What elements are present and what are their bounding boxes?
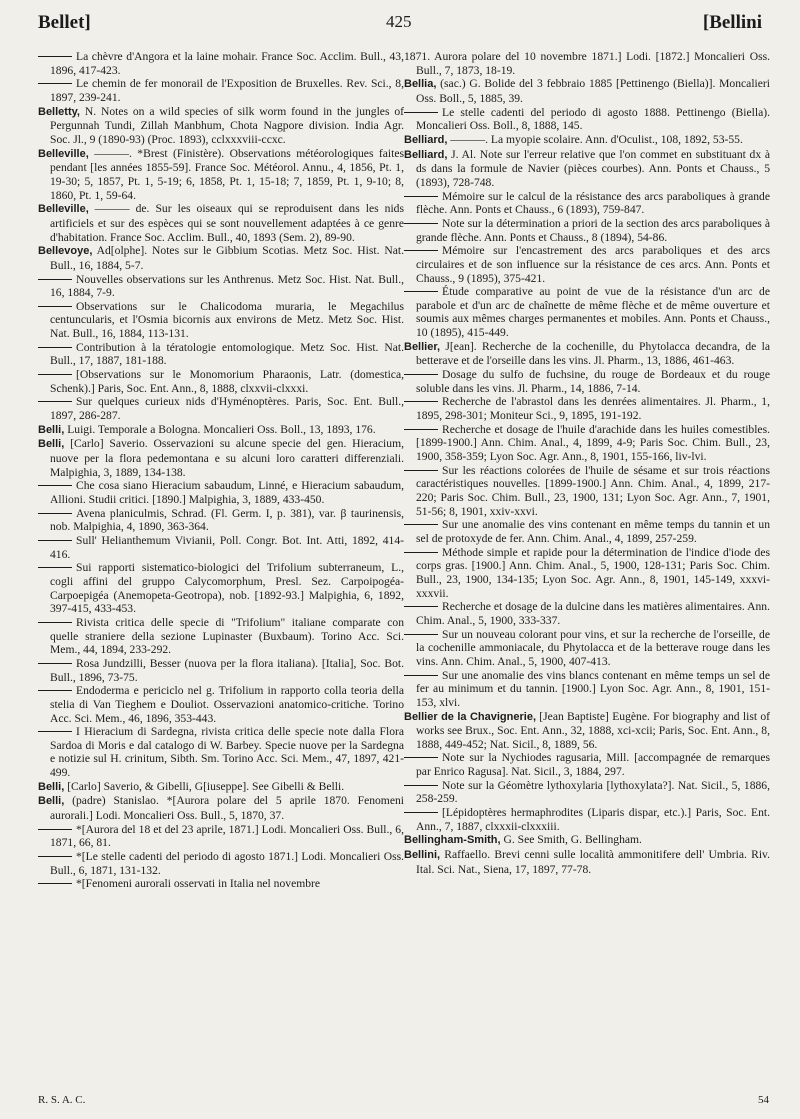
- entry-text: Rivista critica delle specie di "Trifolium" italiane comparate con quelle straniere della sezione Lupinaster (Buxbaum). Torino Acc. Sci. Mem., 44, 1894, 233-292.: [50, 615, 404, 657]
- bibliography-entry: [38, 77, 404, 104]
- entry-author: Bellini,: [404, 849, 441, 862]
- ditto-dash: [38, 622, 72, 623]
- ditto-dash: [404, 785, 438, 786]
- entry-author: Bellevoye,: [38, 245, 93, 258]
- bibliography-entry: [38, 684, 404, 725]
- bibliography-entry: [404, 190, 770, 217]
- bibliography-entry: [38, 534, 404, 561]
- entry-text: Note sur la Géomètre lythoxylaria [lythoxylata?]. Nat. Sicil., 5, 1886, 258-259.: [416, 778, 770, 806]
- bibliography-entry: [38, 341, 404, 368]
- ditto-dash: [38, 567, 72, 568]
- entry-author: Belleville,: [38, 147, 89, 160]
- entry-text: Le stelle cadenti del periodo di agosto 1888. Pettinengo (Biella). Moncalieri Oss. Boll., 8, 1888, 145.: [416, 105, 770, 133]
- bibliography-entry: [404, 50, 770, 77]
- entry-text: Recherche et dosage de l'huile d'arachide dans les huiles comestibles. [1899-1900.] Ann. Chim. Anal., 4, 1899, 4-9; Paris Soc. Chim. Bull., 23, 1900, 358-359; Lyon Soc. Agr. Ann., 8, 1901, 155-166, liv-lvi.: [416, 422, 770, 464]
- bibliography-entry: [404, 600, 770, 627]
- entry-text: Observations sur le Chalicodoma muraria, le Megachilus centuncularis, et l'Osmia bicornis aux environs de Metz. Metz Soc. Hist. Nat. Bull., 16, 1884, 113-131.: [50, 299, 404, 341]
- entry-author: Belleville,: [38, 203, 89, 216]
- bibliography-entry: [38, 725, 404, 780]
- entry-text: Dosage du sulfo de fuchsine, du rouge de Bordeaux et du rouge soluble dans les vins. Jl. Pharm., 14, 1886, 7-14.: [416, 368, 770, 395]
- entry-text: (padre) Stanislao. *[Aurora polare del 5 aprile 1870. Fenomeni aurorali.] Lodi. Moncalieri Oss. Bull., 5, 1870, 37.: [50, 794, 404, 823]
- ditto-dash: [404, 429, 438, 430]
- entry-text: I Hieracium di Sardegna, rivista critica delle specie note dalla Flora Sardoa di Moris e dal catalogo di W. Barbey. Specie nuove per la Sardegna e notizie sul H. crinitum, Sibth. Sm. Torino Acc. Sci. Mem., 47, 1897, 421-499.: [50, 725, 404, 780]
- ditto-dash: [38, 513, 72, 514]
- ditto-dash: [404, 552, 438, 553]
- ditto-dash: [404, 401, 438, 402]
- ditto-dash: [38, 663, 72, 664]
- entry-text: Sull' Helianthemum Vivianii, Poll. Congr. Bot. Int. Atti, 1892, 414-416.: [50, 533, 404, 561]
- ditto-dash: [404, 524, 438, 525]
- entry-author: Belli,: [38, 438, 65, 451]
- entry-author: Bellier,: [404, 340, 441, 353]
- bibliography-entry: [38, 823, 404, 850]
- entry-text: Avena planiculmis, Schrad. (Fl. Germ. I, p. 381), var. β taurinensis, nob. Malpighia, 4, 1890, 363-364.: [50, 506, 404, 534]
- bibliography-entry: [404, 806, 770, 833]
- bibliography-entry: [404, 133, 770, 148]
- entry-text: Raffaello. Brevi cenni sulle località ammonitifere dell' Umbria. Riv. Ital. Sci. Nat., Siena, 17, 1897, 77-78.: [416, 848, 770, 876]
- bibliography-entry: [404, 340, 770, 368]
- ditto-dash: [404, 634, 438, 635]
- ditto-dash: [38, 401, 72, 402]
- bibliography-entry: [404, 77, 770, 105]
- bibliography-entry: [38, 479, 404, 506]
- ditto-dash: [404, 223, 438, 224]
- ditto-dash: [404, 196, 438, 197]
- entry-author: Bellingham-Smith,: [404, 834, 501, 847]
- ditto-dash: [404, 606, 438, 607]
- entry-text: Endoderma e periciclo nel g. Trifolium in rapporto colla teoria della stelia di Van Tieghem e Douliot. Osservazioni anatomico-critiche. Torino Acc. Sci. Mem., 46, 1896, 353-443.: [50, 684, 404, 725]
- ditto-dash: [38, 540, 72, 541]
- entry-text: (sac.) G. Bolide del 3 febbraio 1885 [Pettinengo (Biella)]. Moncalieri Oss. Boll., 5, 1885, 39.: [416, 77, 770, 105]
- entry-author: Belli,: [38, 423, 65, 436]
- bibliography-entry: [38, 244, 404, 272]
- entry-text: [Carlo] Saverio, & Gibelli, G[iuseppe]. See Gibelli & Belli.: [64, 779, 345, 793]
- bibliography-entry: [38, 561, 404, 616]
- bibliography-entry: [38, 368, 404, 395]
- ditto-dash: [38, 883, 72, 884]
- bibliography-entry: [38, 794, 404, 822]
- entry-text: 1871. Aurora polare del 10 novembre 1871.] Lodi. [1872.] Moncalieri Oss. Bull., 7, 1873, 18-19.: [404, 50, 770, 77]
- entry-text: *[Le stelle cadenti del periodo di agosto 1871.] Lodi. Moncalieri Oss. Bull., 6, 1871, 131-132.: [50, 850, 404, 877]
- entry-text: Recherche et dosage de la dulcine dans les matières alimentaires. Ann. Chim. Anal., 5, 1900, 333-337.: [416, 600, 770, 627]
- entry-text: N. Notes on a wild species of silk worm found in the jungles of Pergunnah Tundi, Zillah Manbhum, Chota Nagpore division. India Agr. Soc. Jl., 9 (1890-93) (Proc. 1893), cclxxxviii-ccxc.: [50, 104, 404, 146]
- bibliography-entry: [38, 300, 404, 341]
- entry-text: Ad[olphe]. Notes sur le Gibbium Scotias. Metz Soc. Hist. Nat. Bull., 16, 1884, 5-7.: [50, 244, 404, 272]
- entry-author: Belliard,: [404, 148, 448, 161]
- entry-text: [Observations sur le Monomorium Pharaonis, Latr. (domestica, Schenk).] Paris, Soc. Ent. Ann., 8, 1888, clxxvii-clxxxi.: [50, 368, 404, 395]
- entry-text: [Carlo] Saverio. Osservazioni su alcune specie del gen. Hieracium, nuove per la flora pedemontana e su alcuni loro caratteri differenziali. Malpighia, 3, 1889, 134-138.: [50, 437, 404, 479]
- bibliography-entry: [404, 423, 770, 464]
- entry-text: Note sur la détermination a priori de la section des arcs paraboliques à grande flèche. Ann. Ponts et Chauss., 8 (1894), 54-86.: [416, 216, 770, 244]
- bibliography-entry: [38, 780, 404, 795]
- entry-text: Mémoire sur l'encastrement des arcs paraboliques et des arcs circulaires et de son influence sur la résistance de ces arcs. Ann. Ponts et Chauss., 9 (1895), 375-421.: [416, 244, 770, 285]
- entry-author: Belli,: [38, 795, 65, 808]
- entry-text: *[Aurora del 18 et del 23 aprile, 1871.] Lodi. Moncalieri Oss. Bull., 6, 1871, 66, 81.: [50, 822, 404, 850]
- bibliography-entry: [404, 244, 770, 285]
- footer-left: R. S. A. C.: [38, 1094, 86, 1106]
- ditto-dash: [38, 829, 72, 830]
- bibliography-entry: [404, 395, 770, 422]
- entry-author: Belliard,: [404, 133, 448, 146]
- bibliography-entry: [404, 669, 770, 710]
- entry-text: [Jean Baptiste] Eugène. For biography and list of works see Brux., Soc. Ent. Ann., 32, 1888, xci-xcii; Paris, Soc. Ent. Ann., 8, 1888, 449-452; Nat. Sicil., 8, 1889, 56.: [416, 709, 770, 751]
- ditto-dash: [404, 757, 438, 758]
- bibliography-entry: [404, 148, 770, 190]
- bibliography-entry: [38, 877, 404, 891]
- entry-text: Étude comparative au point de vue de la résistance d'un arc de parabole et d'un arc de chaînette de même flèche et de même ouverture et soumis aux mêmes charges permanentes et mobiles. Ann. Ponts et Chauss., 10 (1895), 415-449.: [416, 285, 770, 340]
- entry-text: G. See Smith, G. Bellingham.: [500, 833, 642, 847]
- entry-text: Sui rapporti sistematico-biologici del Trifolium subterraneum, L., cogli affini del gruppo Calycomorphum, Presl. Sez. Carpoipogéa-Carpoepigéa (Anemopeta-Geotropa), nob. [1892-93.] Malpighia, 6, 1892, 397-415, 433-453.: [50, 561, 404, 616]
- entry-text: Nouvelles observations sur les Anthrenus. Metz Soc. Hist. Nat. Bull., 16, 1884, 7-9.: [50, 272, 404, 300]
- bibliography-entry: [404, 779, 770, 806]
- entry-text: ———. La myopie scolaire. Ann. d'Oculist., 108, 1892, 53-55.: [447, 132, 743, 146]
- ditto-dash: [404, 812, 438, 813]
- bibliography-entry: [38, 395, 404, 422]
- entry-text: Sur quelques curieux nids d'Hyménoptères. Paris, Soc. Ent. Bull., 1897, 286-287.: [50, 395, 404, 423]
- entry-text: Méthode simple et rapide pour la détermination de l'indice d'iode des corps gras. [1900.] Ann. Chim. Anal., 5, 1900, 128-131; Paris Soc. Chim. Bull., 23, 1900, 134-135; Lyon Soc. Agr. Ann., 8, 1901, 145-149, xxxvi-xxxvii.: [416, 545, 770, 600]
- bibliography-entry: [38, 50, 404, 77]
- ditto-dash: [38, 56, 72, 57]
- ditto-dash: [38, 374, 72, 375]
- entry-text: *[Fenomeni aurorali osservati in Italia nel novembre: [76, 877, 321, 891]
- bibliography-entry: [38, 437, 404, 479]
- bibliography-entry: [404, 368, 770, 395]
- entry-text: Mémoire sur le calcul de la résistance des arcs paraboliques à grande flèche. Ann. Ponts et Chauss., 6 (1893), 759-847.: [416, 189, 770, 217]
- ditto-dash: [38, 83, 72, 84]
- bibliography-entry: [38, 147, 404, 203]
- bibliography-entry: [38, 105, 404, 147]
- bibliography-entry: [404, 710, 770, 752]
- entry-text: Rosa Jundzilli, Besser (nuova per la flora italiana). [Italia], Soc. Bot. Bull., 1896, 73-75.: [50, 656, 404, 684]
- bibliography-entry: [404, 751, 770, 778]
- bibliography-entry: [404, 106, 770, 133]
- ditto-dash: [404, 291, 438, 292]
- entry-text: La chèvre d'Angora et la laine mohair. France Soc. Acclim. Bull., 43, 1896, 417-423.: [50, 50, 404, 77]
- bibliography-entry: [404, 285, 770, 340]
- bibliography-entry: [404, 518, 770, 545]
- entry-text: Le chemin de fer monorail de l'Exposition de Bruxelles. Rev. Sci., 8, 1897, 239-241.: [50, 77, 404, 104]
- entry-text: J[ean]. Recherche de la cochenille, du Phytolacca decandra, de la betterave et de l'orseille dans les vins. Jl. Pharm., 13, 1886, 461-463.: [416, 339, 770, 368]
- entry-author: Belletty,: [38, 105, 80, 118]
- bibliography-entry: [38, 507, 404, 534]
- header-right: [Bellini: [702, 12, 762, 33]
- bibliography-entry: [38, 850, 404, 877]
- page-number: 425: [386, 12, 412, 31]
- bibliography-entry: [404, 833, 770, 848]
- ditto-dash: [38, 856, 72, 857]
- entry-author: Belli,: [38, 780, 65, 793]
- bibliography-entry: [38, 616, 404, 657]
- bibliography-entry: [404, 848, 770, 876]
- ditto-dash: [38, 306, 72, 307]
- entry-text: [Lépidoptères hermaphrodites (Liparis dispar, etc.).] Paris, Soc. Ent. Ann., 7, 1887, clxxxii-clxxxiii.: [416, 806, 770, 833]
- ditto-dash: [404, 675, 438, 676]
- bibliography-entry: [38, 273, 404, 300]
- entry-text: Sur une anomalie des vins contenant en même temps du tannin et un sel de protoxyde de fer. Ann. Chim. Anal., 4, 1899, 257-259.: [416, 518, 770, 545]
- entry-text: Sur un nouveau colorant pour vins, et sur la recherche de l'orseille, de la cochenille ammoniacale, du Phytolacca et de la betterave rouge dans les vins. Ann. Chim. Anal., 5, 1900, 407-413.: [416, 627, 770, 668]
- header-left: Bellet]: [38, 12, 91, 33]
- entry-text: Luigi. Temporale a Bologna. Moncalieri Oss. Boll., 13, 1893, 176.: [64, 422, 376, 436]
- bibliography-entry: [404, 628, 770, 669]
- entry-text: Recherche de l'abrastol dans les denrées alimentaires. Jl. Pharm., 1, 1895, 298-301; Moniteur Sci., 9, 1895, 191-192.: [416, 395, 770, 423]
- entry-author: Bellier de la Chavignerie,: [404, 710, 537, 723]
- entry-text: ———. *Brest (Finistère). Observations météorologiques faites pendant [les années 1855-59]. France Soc. Météorol. Annu., 4, 1856, Pt. 1, 19-30; 5, 1857, Pt. 1, 5-19; 6, 1858, Pt. 1, 15-18; 7, 1859, Pt. 1, 9-10; 8, 1860, Pt. 1, 59-64.: [50, 146, 404, 202]
- entry-text: Contribution à la tératologie entomologique. Metz Soc. Hist. Nat. Bull., 17, 1887, 181-188.: [50, 340, 404, 368]
- ditto-dash: [38, 690, 72, 691]
- entry-author: Bellia,: [404, 78, 437, 91]
- bibliography-entry: [38, 423, 404, 438]
- entry-text: ——— de. Sur les oiseaux qui se reproduisent dans les nids artificiels et sur des espèces qui se sont nouvellement adaptées à ce genre d'habitation. France Soc. Acclim. Bull., 40, 1893 (Sem. 2), 89-90.: [50, 202, 404, 244]
- bibliography-entry: [38, 657, 404, 684]
- bibliography-entry: [404, 546, 770, 601]
- entry-text: J. Al. Note sur l'erreur relative que l'on commet en substituant dx à ds dans la formule de Navier (pièces courbes). Ann. Ponts et Chauss., 5 (1893), 728-748.: [416, 147, 770, 189]
- footer-right: 54: [758, 1094, 769, 1106]
- entry-text: Sur une anomalie des vins blancs contenant en même temps un sel de fer au minimum et du tannin. [1900.] Lyon Soc. Agr. Ann., 8, 1901, 151-153, xlvi.: [416, 668, 770, 709]
- entry-text: Sur les réactions colorées de l'huile de sésame et sur trois réactions caractéristiques nouvelles. [1899-1900.] Ann. Chim. Anal., 4, 1899, 217-220; Paris Soc. Chim. Bull., 23, 1900, 131; Lyon Soc. Agr. Ann., 7, 1901, 51-56; 8, 1901, xxiv-xxvi.: [416, 463, 770, 518]
- entry-text: Che cosa siano Hieracium sabaudum, Linné, e Hieracium sabaudum, Allioni. Studii critici. [1890.] Malpighia, 3, 1889, 433-450.: [50, 479, 404, 506]
- ditto-dash: [38, 279, 72, 280]
- ditto-dash: [404, 470, 438, 471]
- ditto-dash: [404, 112, 438, 113]
- bibliography-entry: [404, 217, 770, 244]
- ditto-dash: [404, 250, 438, 251]
- ditto-dash: [38, 731, 72, 732]
- bibliography-entry: [38, 202, 404, 244]
- right-column: [404, 50, 770, 876]
- left-column: [38, 50, 404, 891]
- ditto-dash: [38, 347, 72, 348]
- ditto-dash: [404, 374, 438, 375]
- bibliography-entry: [404, 464, 770, 519]
- entry-text: Note sur la Nychiodes ragusaria, Mill. [accompagnée de remarques par Enrico Ragusa]. Nat. Sicil., 3, 1884, 297.: [416, 751, 770, 779]
- ditto-dash: [38, 485, 72, 486]
